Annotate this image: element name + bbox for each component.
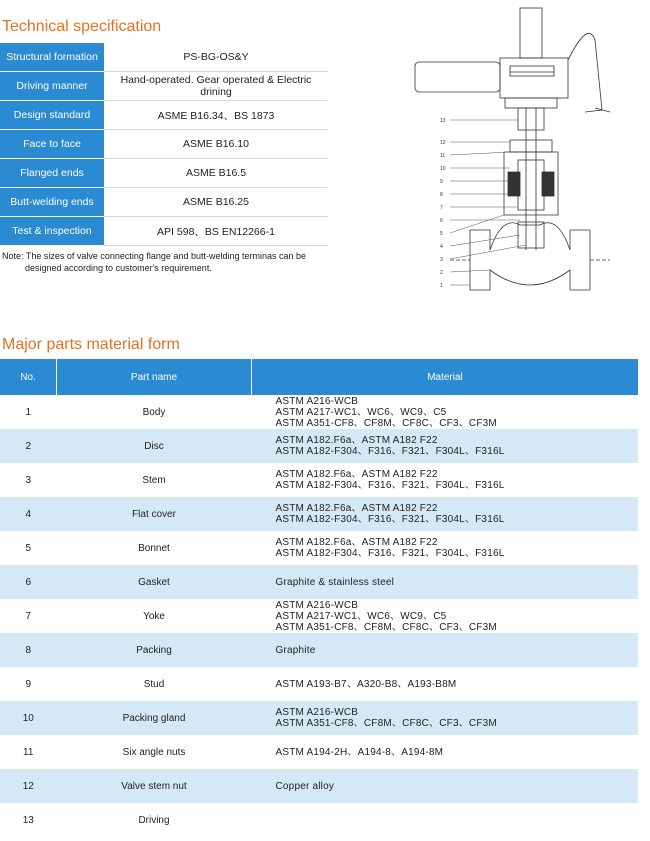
callout-label: 1 <box>440 283 443 289</box>
material-line: ASTM A216-WCB <box>275 707 359 718</box>
gearbox <box>500 58 568 98</box>
part-material <box>252 463 639 497</box>
material-line: ASTM A217-WC1、WC6、WC9、C5 <box>275 406 447 418</box>
table-row <box>0 395 638 429</box>
spec-row <box>0 188 328 217</box>
callout-label: 3 <box>440 257 443 263</box>
col-header-part-name: Part name <box>57 359 252 395</box>
part-number: 2 <box>0 429 57 463</box>
material-line: ASTM A182-F304、F316、F321、F304L、F316L <box>275 514 505 525</box>
part-number: 1 <box>25 406 32 418</box>
valve-body <box>470 223 590 290</box>
spec-value: Hand-operated. Gear operated & Electric drining <box>104 72 328 101</box>
part-material <box>252 803 639 837</box>
part-material <box>252 565 639 599</box>
part-number: 5 <box>25 542 32 554</box>
spec-title: Technical specification <box>2 18 162 35</box>
part-name: Valve stem nut <box>57 769 252 803</box>
spec-table <box>0 43 328 246</box>
material-line: ASTM A182.F6a、ASTM A182 F22 <box>275 537 438 548</box>
material-line: ASTM A182-F304、F316、F321、F304L、F316L <box>275 480 505 491</box>
callout-label: 4 <box>440 244 443 250</box>
spec-label: Face to face <box>0 130 104 159</box>
part-number: 3 <box>25 474 32 486</box>
part-number: 12 <box>0 769 57 803</box>
spec-row <box>0 43 328 72</box>
spec-value: ASME B16.25 <box>104 188 328 217</box>
material-line: ASTM A182.F6a、ASTM A182 F22 <box>275 435 438 446</box>
spec-note <box>2 250 332 274</box>
part-material <box>252 429 639 463</box>
handwheel <box>568 33 602 112</box>
spec-value: ASME B16.10 <box>104 130 328 159</box>
material-line: ASTM A351-CF8、CF8M、CF8C、CF3、CF3M <box>275 621 497 633</box>
part-material <box>252 769 639 803</box>
material-line: ASTM A182.F6a、ASTM A182 F22 <box>275 469 438 480</box>
spec-value: ASME B16.5 <box>104 159 328 188</box>
material-line: ASTM A194-2H、A194-8、A194-8M <box>275 746 444 758</box>
table-row <box>0 599 638 633</box>
part-number: 10 <box>0 701 57 735</box>
part-material <box>252 701 639 735</box>
material-line: Graphite & stainless steel <box>275 576 395 588</box>
part-name: Stud <box>143 678 165 690</box>
material-line: ASTM A193-B7、A320-B8、A193-B8M <box>275 678 457 690</box>
part-material <box>252 395 639 429</box>
part-name: Yoke <box>143 610 165 622</box>
note-line-1: Note: The sizes of valve connecting flange and butt-welding terminas can be <box>2 251 307 261</box>
spec-value: ASME B16.34、BS 1873 <box>104 101 328 130</box>
part-name: Six angle nuts <box>122 746 186 758</box>
callout-label: 12 <box>440 140 446 146</box>
material-line: ASTM A216-WCB <box>275 599 359 611</box>
callout-label: 6 <box>440 218 443 224</box>
part-name: Stem <box>142 474 166 486</box>
part-material <box>252 735 639 769</box>
table-row <box>0 803 638 837</box>
part-number: 4 <box>0 497 57 531</box>
spec-row <box>0 130 328 159</box>
callout-label: 8 <box>440 192 443 198</box>
callout-label: 5 <box>440 231 443 237</box>
disc <box>518 222 544 248</box>
spec-value: PS-BG-OS&Y <box>104 43 328 72</box>
table-row <box>0 701 638 735</box>
spec-label: Test & inspection <box>0 217 104 246</box>
part-material <box>252 667 639 701</box>
part-name: Driving <box>138 814 170 826</box>
actuator-top-shaft <box>520 8 542 58</box>
callout-label: 9 <box>440 179 443 185</box>
part-name: Packing <box>57 633 252 667</box>
part-material <box>252 599 639 633</box>
valve-drawing <box>410 0 650 305</box>
part-material <box>252 531 639 565</box>
material-line: ASTM A182-F304、F316、F321、F304L、F316L <box>275 548 505 559</box>
part-name: Disc <box>57 429 252 463</box>
note-line-2: designed according to customer's requirement. <box>25 263 212 273</box>
table-row <box>0 531 638 565</box>
part-number: 6 <box>0 565 57 599</box>
material-line: ASTM A182.F6a、ASTM A182 F22 <box>275 503 438 514</box>
table-row <box>0 735 638 769</box>
spec-label: Structural formation <box>0 43 104 72</box>
callout-label: 2 <box>440 270 443 276</box>
part-number: 9 <box>25 678 32 690</box>
part-name: Gasket <box>57 565 252 599</box>
part-number: 7 <box>25 610 32 622</box>
table-row <box>0 463 638 497</box>
table-row <box>0 497 638 531</box>
table-row <box>0 667 638 701</box>
part-material <box>252 497 639 531</box>
motor-housing <box>415 62 500 92</box>
table-row <box>0 633 638 667</box>
spec-value: API 598、BS EN12266-1 <box>104 217 328 246</box>
parts-table <box>0 359 638 837</box>
part-material <box>252 633 639 667</box>
col-header-material: Material <box>252 359 639 395</box>
material-line: ASTM A351-CF8、CF8M、CF8C、CF3、CF3M <box>275 417 497 429</box>
callout-label: 7 <box>440 205 443 211</box>
part-number: 8 <box>0 633 57 667</box>
spec-row <box>0 72 328 101</box>
callout-label: 11 <box>440 153 446 159</box>
spec-row <box>0 159 328 188</box>
col-header-no: No. <box>0 359 57 395</box>
material-line: ASTM A182-F304、F316、F321、F304L、F316L <box>275 446 505 457</box>
part-number: 13 <box>22 814 34 826</box>
spec-label: Flanged ends <box>0 159 104 188</box>
spec-label: Butt-welding ends <box>0 188 104 217</box>
table-row <box>0 769 638 803</box>
callout-label: 13 <box>440 118 446 124</box>
material-line: ASTM A351-CF8、CF8M、CF8C、CF3、CF3M <box>275 718 497 729</box>
table-row <box>0 429 638 463</box>
part-name: Bonnet <box>138 542 170 554</box>
spec-row <box>0 217 328 246</box>
part-name: Body <box>142 406 166 418</box>
part-name: Packing gland <box>57 701 252 735</box>
material-line: ASTM A216-WCB <box>275 395 359 407</box>
table-row <box>0 565 638 599</box>
part-name: Flat cover <box>57 497 252 531</box>
spec-label: Driving manner <box>0 72 104 101</box>
part-number: 11 <box>23 746 34 758</box>
material-line: Graphite <box>275 644 316 656</box>
spec-label: Design standard <box>0 101 104 130</box>
spec-row <box>0 101 328 130</box>
parts-title: Major parts material form <box>2 336 180 353</box>
callout-label: 10 <box>440 166 446 172</box>
material-line: ASTM A217-WC1、WC6、WC9、C5 <box>275 610 447 622</box>
material-line: Copper alloy <box>275 780 335 792</box>
